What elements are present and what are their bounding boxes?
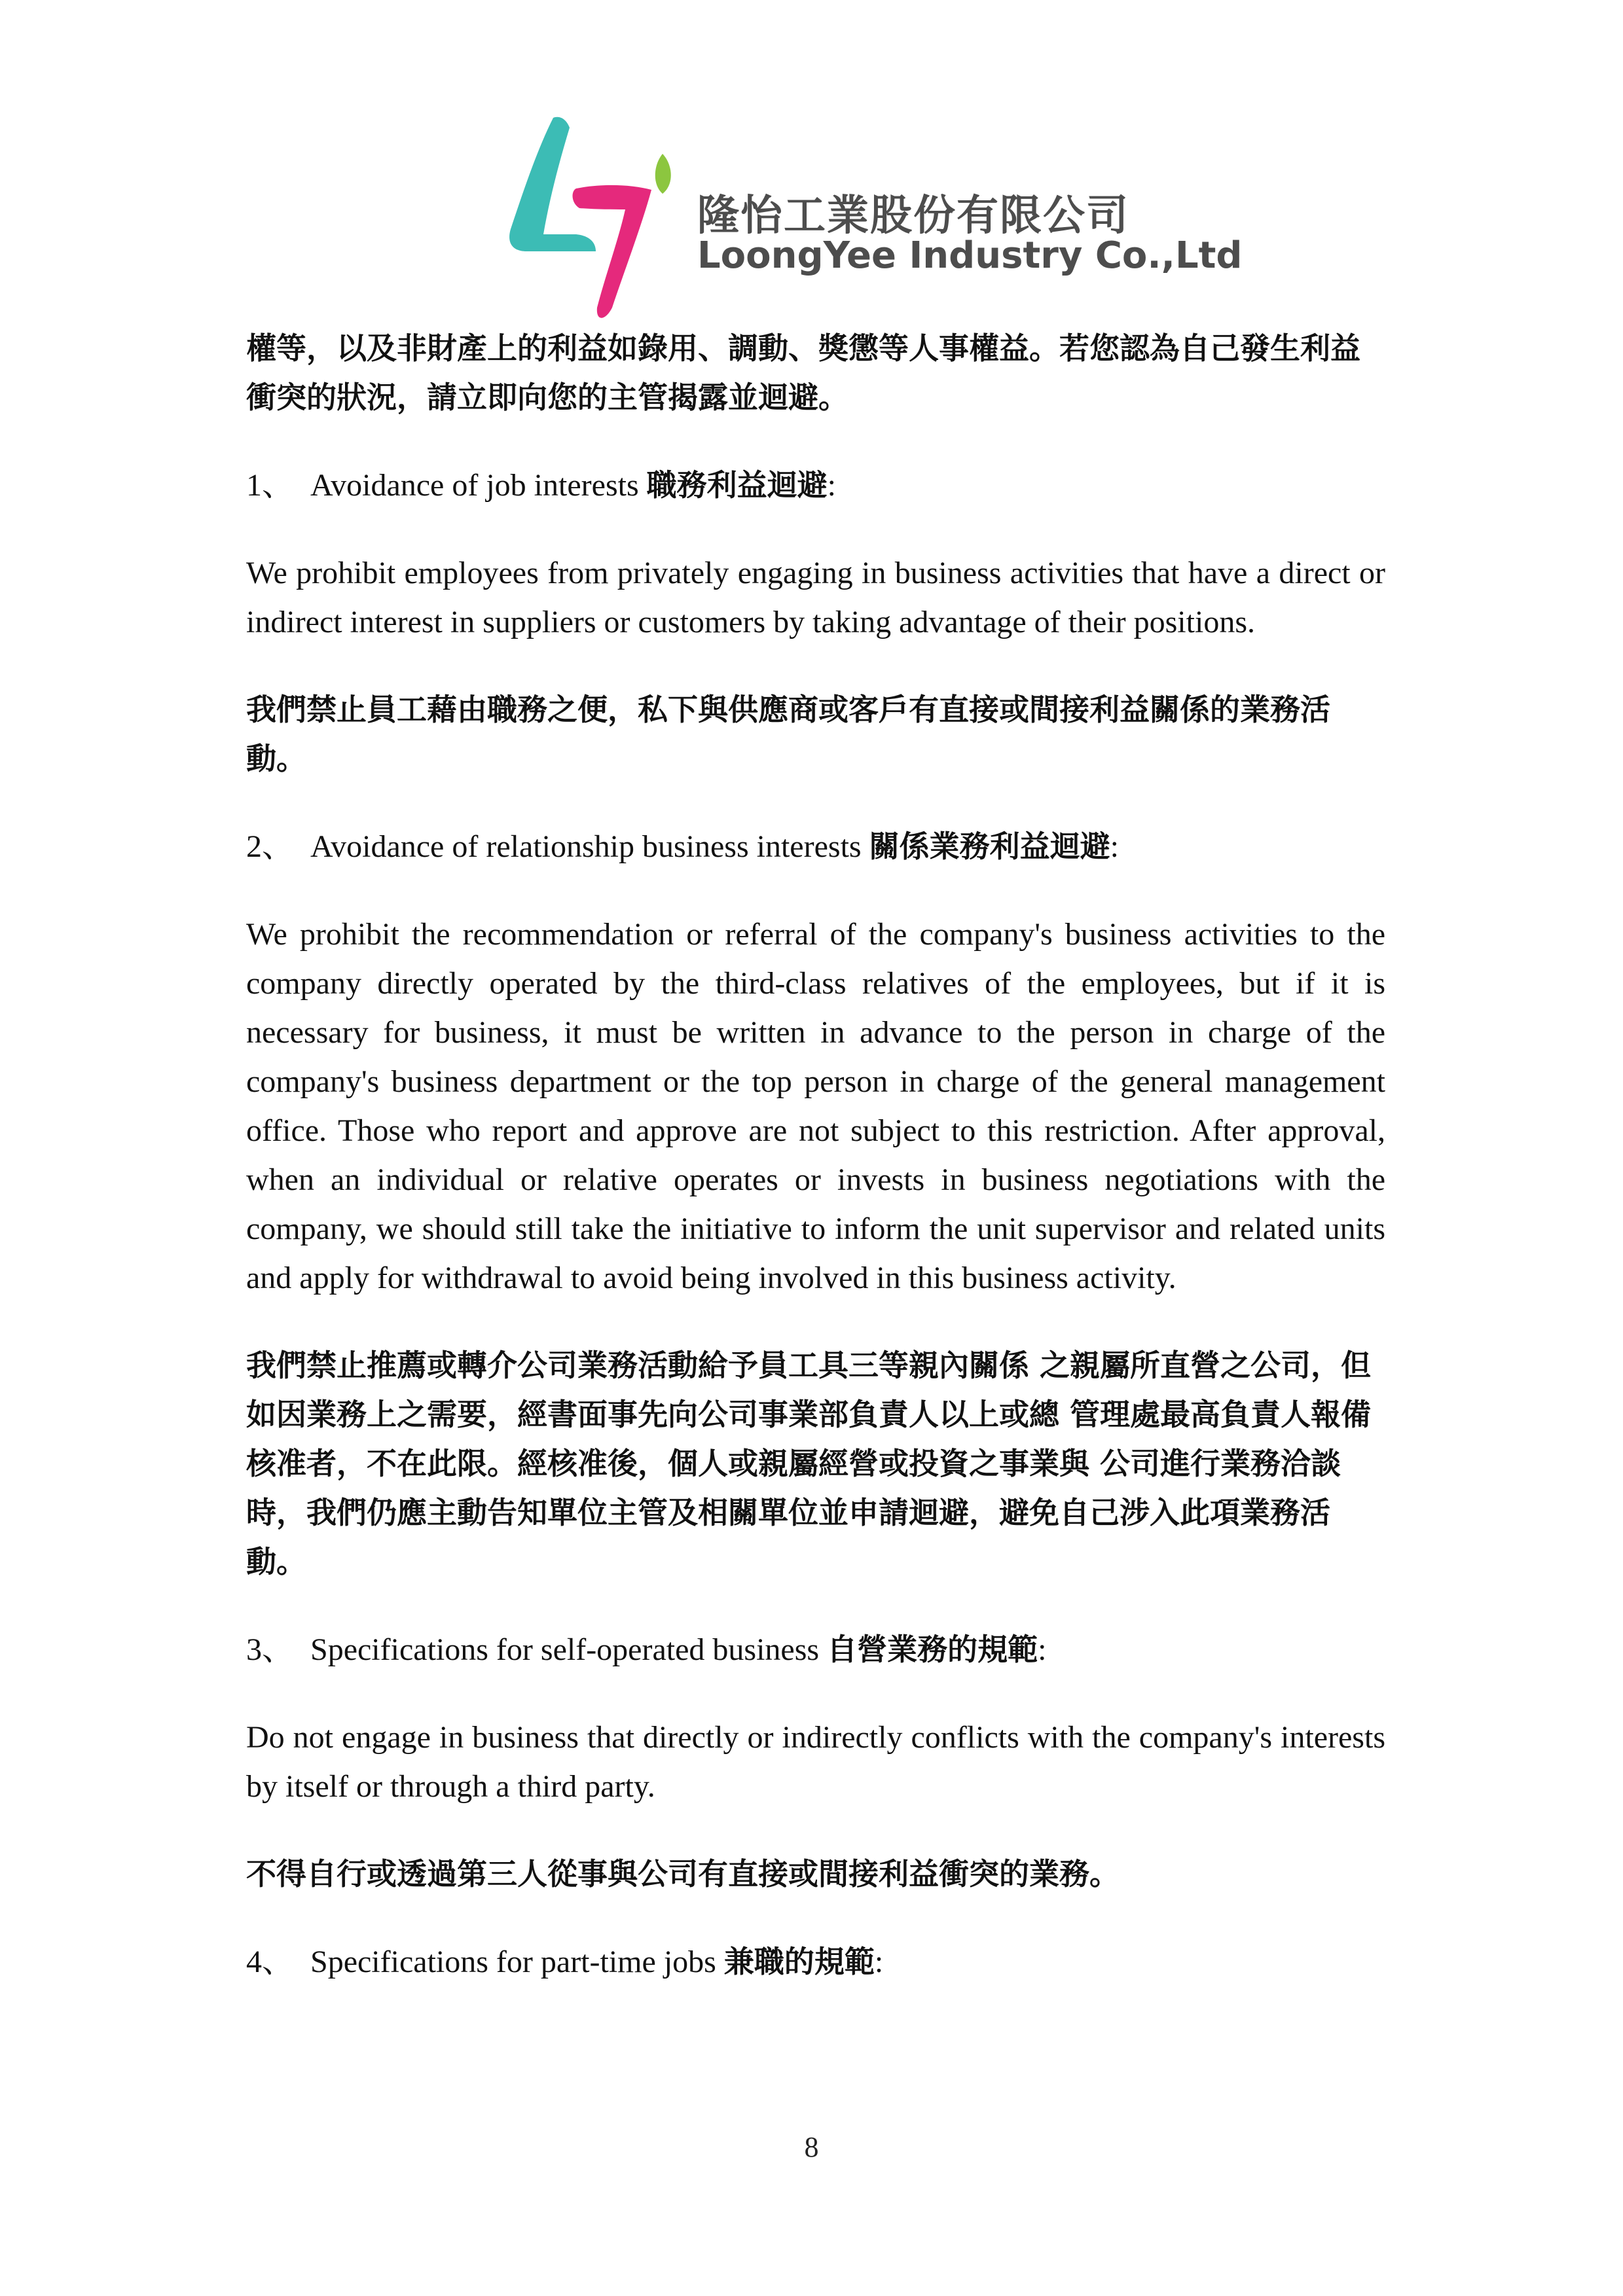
section-number: 4、 <box>246 1945 294 1979</box>
page-number: 8 <box>804 2131 819 2163</box>
section-title-en: Specifications for self-operated business <box>310 1632 820 1667</box>
section-heading-2 <box>246 822 1385 871</box>
section-number: 3、 <box>246 1632 294 1667</box>
section-title-zh: 自營業務的規範 <box>827 1632 1038 1667</box>
section-title-zh: 職務利益迴避 <box>646 467 828 503</box>
section-colon: : <box>1038 1632 1047 1667</box>
section-heading-4 <box>246 1937 1385 1986</box>
document-body <box>246 324 1385 1986</box>
section-heading-1 <box>246 461 1385 510</box>
section-body-zh-2: 我們禁止推薦或轉介公司業務活動給予員工具三等親內關係 之親屬所直營之公司，但如因業務上之需要，經書面事先向公司事業部負責人以上或總 管理處最高負責人報備核准者，不在此限。經核准後，個人或親屬經營或投資之事業與 公司進行業務洽談時，我們仍應主動告知單位主管及相關單位並申請迴避，避免自己涉入此項業務活動。 <box>246 1348 1372 1579</box>
company-name-zh: 隆怡工業股份有限公司 <box>697 192 1129 240</box>
section-body-zh-3: 不得自行或透過第三人從事與公司有直接或間接利益衝突的業務。 <box>246 1856 1120 1892</box>
section-number: 1、 <box>246 468 294 503</box>
section-heading-3 <box>246 1625 1385 1674</box>
section-body-en-3: Do not engage in business that directly or indirectly conflicts with the company's interests by itself or through a third party. <box>246 1720 1385 1804</box>
section-colon: : <box>874 1945 884 1979</box>
section-title-zh: 兼職的規範 <box>723 1944 875 1979</box>
company-logo <box>498 111 1243 327</box>
section-title-zh: 關係業務利益迴避 <box>869 829 1110 864</box>
section-number: 2、 <box>246 829 294 864</box>
section-colon: : <box>1110 829 1119 864</box>
section-title-en: Avoidance of job interests <box>310 468 639 503</box>
section-body-en-2: We prohibit the recommendation or referral of the company's business activities to the company directly operated by the third-class relatives of the employees, but if it is necessary for business, it must be written in advance to the person in charge of the company's business department or the top person in charge of the general management office. Those who report and approve are not subject to this restriction. After approval, when an individual or relative operates or invests in business negotiations with the company, we should still take the initiative to inform the unit supervisor and related units and apply for withdrawal to avoid being involved in this business activity. <box>246 917 1385 1295</box>
section-body-en-1: We prohibit employees from privately engaging in business activities that have a direct or indirect interest in suppliers or customers by taking advantage of their positions. <box>246 556 1385 639</box>
intro-paragraph-zh: 權等，以及非財產上的利益如錄用、調動、獎懲等人事權益。若您認為自己發生利益衝突的狀況，請立即向您的主管揭露並迴避。 <box>246 331 1360 415</box>
company-name-en: LoongYee Industry Co.,Ltd <box>697 234 1243 277</box>
section-body-zh-1: 我們禁止員工藉由職務之便，私下與供應商或客戶有直接或間接利益關係的業務活動。 <box>246 692 1330 776</box>
section-title-en: Avoidance of relationship business interests <box>310 829 862 864</box>
section-title-en: Specifications for part-time jobs <box>310 1945 716 1979</box>
logo-mark-icon <box>498 111 694 327</box>
section-colon: : <box>827 468 836 503</box>
